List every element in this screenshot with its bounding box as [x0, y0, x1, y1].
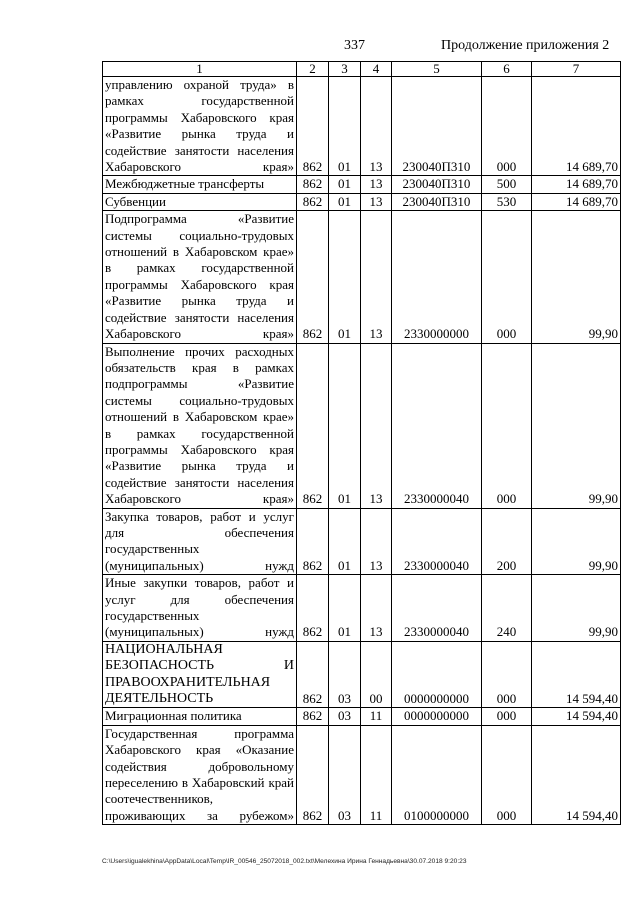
cell-subsection: 11: [361, 725, 392, 824]
cell-target: 230040П310: [392, 193, 482, 210]
cell-amount: 14 689,70: [532, 77, 621, 176]
table-row: [103, 641, 621, 708]
cell-amount: 14 594,40: [532, 708, 621, 725]
cell-expense-type: 000: [482, 708, 532, 725]
row-name: Миграционная политика: [103, 708, 297, 725]
cell-expense-type: 000: [482, 343, 532, 508]
cell-subsection: 13: [361, 508, 392, 575]
cell-ministry: 862: [297, 641, 329, 708]
cell-ministry: 862: [297, 708, 329, 725]
column-header: 1: [103, 62, 297, 77]
cell-subsection: 13: [361, 77, 392, 176]
table-row: [103, 211, 621, 343]
cell-section: 03: [329, 708, 361, 725]
cell-ministry: 862: [297, 77, 329, 176]
cell-amount: 99,90: [532, 508, 621, 575]
cell-ministry: 862: [297, 725, 329, 824]
table-row: [103, 343, 621, 508]
cell-section: 01: [329, 193, 361, 210]
cell-target: 2330000000: [392, 211, 482, 343]
cell-subsection: 13: [361, 176, 392, 193]
cell-amount: 99,90: [532, 575, 621, 642]
table-row: [103, 575, 621, 642]
row-name: Межбюджетные трансферты: [103, 176, 297, 193]
table-row: [103, 77, 621, 176]
table-row: [103, 508, 621, 575]
table-row: [103, 708, 621, 725]
cell-amount: 14 689,70: [532, 193, 621, 210]
row-name: Закупка товаров, работ и услуг для обеспечения государственных (муниципальных) нужд: [103, 508, 297, 575]
column-header-row: [103, 62, 621, 77]
cell-subsection: 13: [361, 343, 392, 508]
cell-subsection: 00: [361, 641, 392, 708]
row-name: НАЦИОНАЛЬНАЯ БЕЗОПАСНОСТЬ И ПРАВООХРАНИТЕЛЬНАЯ ДЕЯТЕЛЬНОСТЬ: [103, 641, 297, 708]
cell-expense-type: 200: [482, 508, 532, 575]
table-row: [103, 193, 621, 210]
cell-target: 230040П310: [392, 176, 482, 193]
cell-subsection: 13: [361, 211, 392, 343]
column-header: 7: [532, 62, 621, 77]
cell-section: 01: [329, 77, 361, 176]
row-name: Государственная программа Хабаровского края «Оказание содействия добровольному переселению в Хабаровский край соотечественников, проживающих за рубежом»: [103, 725, 297, 824]
cell-target: 0000000000: [392, 641, 482, 708]
table-row: [103, 725, 621, 824]
cell-subsection: 13: [361, 193, 392, 210]
cell-target: 2330000040: [392, 508, 482, 575]
cell-section: 01: [329, 343, 361, 508]
row-name: Подпрограмма «Развитие системы социально-трудовых отношений в Хабаровском крае» в рамках государственной программы Хабаровского края «Развитие рынка труда и содействие занятости населения Хабаровского края»: [103, 211, 297, 343]
cell-amount: 14 594,40: [532, 725, 621, 824]
cell-section: 01: [329, 575, 361, 642]
cell-amount: 99,90: [532, 211, 621, 343]
cell-amount: 99,90: [532, 343, 621, 508]
cell-target: 2330000040: [392, 343, 482, 508]
row-name: Выполнение прочих расходных обязательств края в рамках подпрограммы «Развитие системы социально-трудовых отношений в Хабаровском крае» в рамках государственной программы Хабаровского края «Развитие рынка труда и содействие занятости населения Хабаровского края»: [103, 343, 297, 508]
cell-section: 01: [329, 508, 361, 575]
cell-expense-type: 000: [482, 725, 532, 824]
table-row: [103, 176, 621, 193]
cell-target: 0000000000: [392, 708, 482, 725]
budget-table: [102, 61, 621, 825]
cell-ministry: 862: [297, 343, 329, 508]
cell-expense-type: 240: [482, 575, 532, 642]
cell-ministry: 862: [297, 176, 329, 193]
cell-target: 230040П310: [392, 77, 482, 176]
cell-target: 0100000000: [392, 725, 482, 824]
cell-ministry: 862: [297, 575, 329, 642]
cell-amount: 14 689,70: [532, 176, 621, 193]
cell-subsection: 11: [361, 708, 392, 725]
column-header: 3: [329, 62, 361, 77]
cell-amount: 14 594,40: [532, 641, 621, 708]
cell-target: 2330000040: [392, 575, 482, 642]
cell-section: 03: [329, 725, 361, 824]
column-header: 2: [297, 62, 329, 77]
cell-expense-type: 500: [482, 176, 532, 193]
cell-ministry: 862: [297, 211, 329, 343]
cell-expense-type: 000: [482, 211, 532, 343]
column-header: 4: [361, 62, 392, 77]
cell-subsection: 13: [361, 575, 392, 642]
cell-expense-type: 000: [482, 641, 532, 708]
row-name: управлению охраной труда» в рамках государственной программы Хабаровского края «Развитие рынка труда и содействие занятости населения Хабаровского края»: [103, 77, 297, 176]
cell-section: 01: [329, 211, 361, 343]
cell-ministry: 862: [297, 193, 329, 210]
row-name: Субвенции: [103, 193, 297, 210]
cell-expense-type: 000: [482, 77, 532, 176]
column-header: 6: [482, 62, 532, 77]
cell-ministry: 862: [297, 508, 329, 575]
file-path-footer: C:\Users\igualekhina\AppData\Local\Temp\IR_00546_25072018_002.txt\Мелехина Ирина Геннадьевна\30.07.2018 9:20:23: [102, 858, 467, 865]
column-header: 5: [392, 62, 482, 77]
cell-section: 01: [329, 176, 361, 193]
continuation-title: Продолжение приложения 2: [441, 38, 610, 53]
row-name: Иные закупки товаров, работ и услуг для обеспечения государственных (муниципальных) нужд: [103, 575, 297, 642]
cell-section: 03: [329, 641, 361, 708]
page-number: 337: [344, 38, 365, 53]
cell-expense-type: 530: [482, 193, 532, 210]
